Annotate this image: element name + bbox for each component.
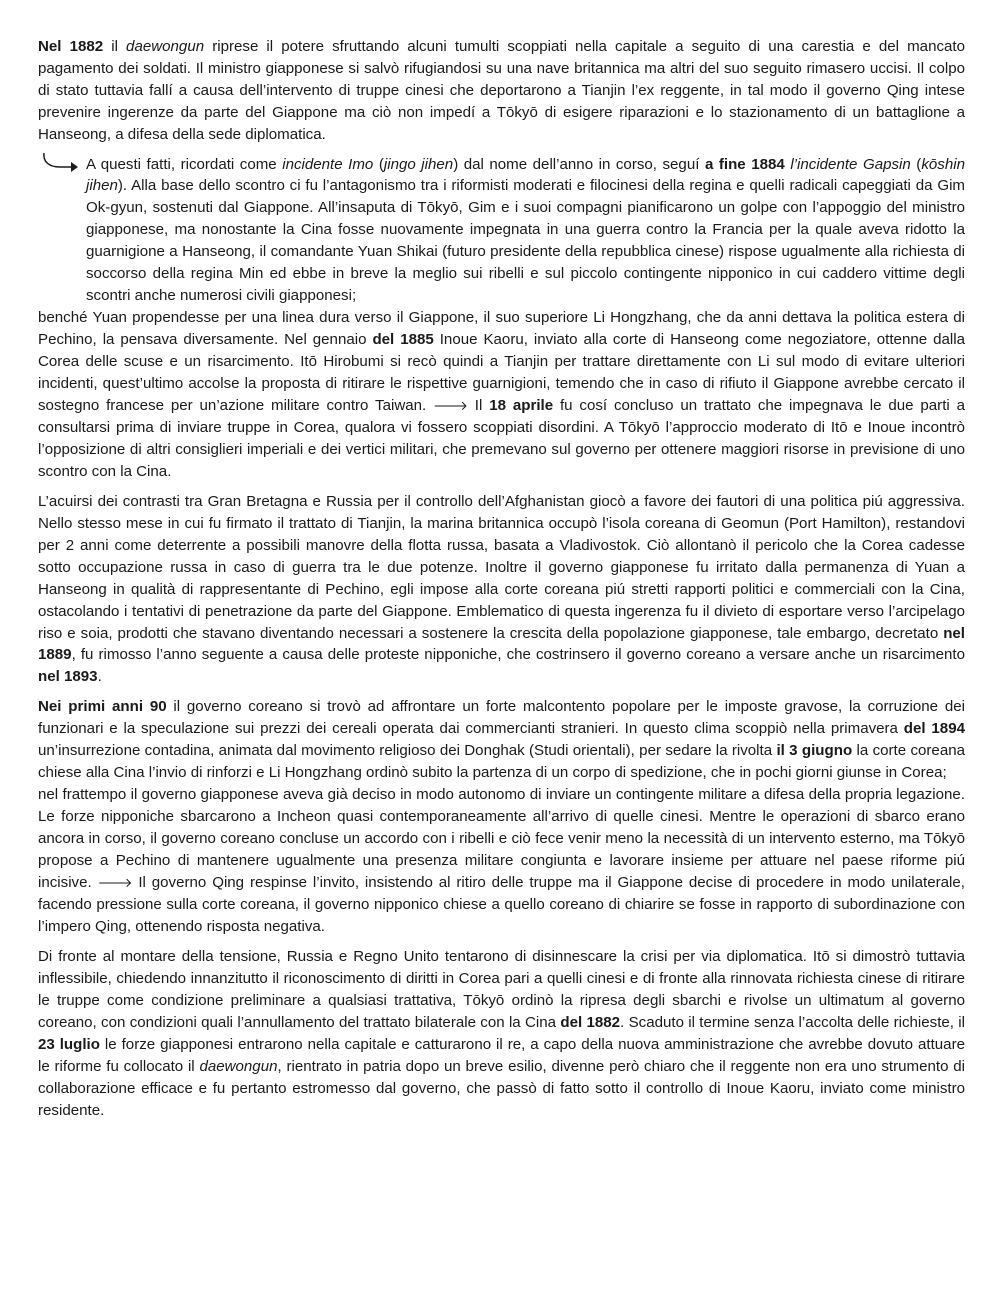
text-run: A questi fatti, ricordati come [86,155,283,173]
italic-text: daewongun [199,1057,278,1075]
paragraph-tianjin-treaty [38,307,965,483]
paragraph-donghak-revolt [38,696,965,784]
text-run: Inoue Kaoru, inviato alla corte di Hanseong come negoziatore, ottenne dalla Corea delle scuse e un risarcimento. Itō Hirobumi si recò quindi a Tianjin per trattare direttamente con Li sul modo di evitare ulteriori incidenti, quest’ultimo accolse la proposta di ritirare le rispettive guarnigioni, temendo che in caso di rifiuto il Giappone avrebbe cercato il sostegno francese per un’azione militare contro Taiwan. [38,330,965,414]
italic-text: jingo jihen [383,155,454,173]
text-run: ). Alla base dello scontro ci fu l’antagonismo tra i riformisti moderati e filocinesi della regina e quelli radicali capeggiati da Gim Ok-gyun, sostenuti dal Giappone. All’insaputa di Tōkyō, Gim e i suoi compagni pianificarono un golpe con l’appoggio del ministro giapponese, ma nonostante la Cina fosse nuovamente impegnata in una guerra contro la Francia per la quale aveva ridotto la guarnigione a Hanseong, il comandante Yuan Shikai (futuro presidente della repubblica cinese) rispose ugualmente alla richiesta di soccorso della regina Min ed ebbe in breve la meglio sui ribelli e sul piccolo contingente nipponico in cui caddero vittime degli scontri anche numerosi civili giapponesi; [86,177,965,304]
paragraph-britain-russia [38,491,965,688]
paragraph-japanese-landing [38,784,965,938]
text-run: un’insurrezione contadina, animata dal movimento religioso dei Donghak (Studi orientali), per sedare la rivolta [38,742,777,760]
italic-text: l’incidente Gapsin [790,155,911,173]
bold-text: Nel 1882 [38,38,104,55]
text-run: il governo coreano si trovò ad affrontare un forte malcontento popolare per le imposte gravose, la corruzione dei funzionari e la speculazione sui prezzi dei cereali operata dai commercianti stranieri. In questo clima scoppiò nella primavera [38,698,965,738]
curved-arrow-icon [40,151,82,175]
text-run: nel frattempo il governo giapponese aveva già deciso in modo autonomo di inviare un contingente militare a difesa della propria legazione. Le forze nipponiche sbarcarono a Incheon quasi contemporaneamente all’arrivo di quelle cinesi. Mentre le operazioni di sbarco erano ancora in corso, il governo coreano concluse un accordo con i ribelli e ciò fece venir meno la necessità di un intervento esterno, ma Tōkyō propose a Pechino di mantenere ugualmente una presenza militare congiunta e lavorare insieme per attuare nel paese riforme piú incisive. [38,785,965,891]
bold-text: nel 1893 [38,668,98,686]
text-run: le forze giapponesi entrarono nella capitale e catturarono il re, a capo della nuova amministrazione che avrebbe dovuto attuare le riforme fu collocato il [38,1035,965,1075]
text-run: Il [467,396,490,414]
text-run: Di fronte al montare della tensione, Russia e Regno Unito tentarono di disinnescare la crisi per via diplomatica. Itō si dimostrò tuttavia inflessibile, chiedendo innanzitutto il riconoscimento di diritti in Corea pari a quelli cinesi e di fronte alla rinnovata richiesta cinese di ritirare le truppe come condizione preliminare a qualsiasi trattativa, Tōkyō ordinò la ripresa degli sbarchi e rivolse un ultimatum al governo coreano, con condizioni quali l’annullamento del trattato bilaterale con la Cina [38,948,965,1031]
text-run: . Scaduto il termine senza l’accolta delle richieste, il [620,1013,965,1031]
text-run: ( [910,155,922,173]
italic-text: incidente Imo [282,155,374,173]
text-run: il [103,38,127,55]
text-run: benché Yuan propendesse per una linea dura verso il Giappone, il suo superiore Li Hongzhang, che da anni dettava la politica estera di Pechino, la pensava diversamente. Nel gennaio [38,308,965,348]
bold-text: a fine 1884 [704,155,785,173]
bold-text: del 1894 [903,720,965,738]
text-run: fu cosí concluso un trattato che impegnava le due parti a consultarsi prima di inviare truppe in Corea, qualora vi fossero scoppiati disordini. A Tōkyō l’approccio moderato di Itō e Inoue incontrò l’opposizione di altri consiglieri imperiali e dei vertici militari, che premevano sul governo per ottenere maggiori risorse in previsione di uno scontro con la Cina. [38,396,965,481]
text-run: ( [373,155,384,173]
bold-text: del 1882 [560,1013,621,1031]
italic-text: daewongun [126,38,205,55]
right-arrow-icon: 🡒 [433,398,468,414]
text-run: , rientrato in patria dopo un breve esilio, divenne però chiaro che il reggente non era uno strumento di collaborazione efficace e fu pertanto estromesso dal governo, che passò di fatto sotto il controllo di Inoue Kaoru, inviato come ministro residente. [38,1057,965,1119]
bold-text: nel 1889 [38,624,965,664]
paragraph-1882-coup [38,36,965,146]
text-run: . [97,668,102,686]
bold-text: 23 luglio [38,1035,100,1053]
bold-text: del 1885 [372,330,434,348]
bold-text: Nei primi anni 90 [38,698,167,716]
right-arrow-icon: 🡒 [97,875,133,891]
text-run: riprese il potere sfruttando alcuni tumulti scoppiati nella capitale a seguito di una carestia e del mancato pagamento dei soldati. Il ministro giapponese si salvò rifugiandosi su una nave britannica ma altri del suo seguito rimasero uccisi. Il colpo di stato tuttavia fallí a causa dell’intervento di truppe cinesi che deportarono a Tianjin l’ex reggente, in tal modo il governo Qing intese prevenire ingerenze da parte del Giappone ma ciò non impedí a Tōkyō di esigere riparazioni e lo stazionamento di un battaglione a Hanseong, a difesa della sede diplomatica. [38,38,966,143]
bold-text: 18 aprile [489,396,554,414]
paragraph-ultimatum [38,946,965,1121]
paragraph-gapsin-incident [38,154,965,307]
bold-text: il 3 giugno [776,742,853,760]
italic-text: kōshin jihen [86,155,965,195]
text-run: L’acuirsi dei contrasti tra Gran Bretagna e Russia per il controllo dell’Afghanistan giocò a favore dei fautori di una politica piú aggressiva. Nello stesso mese in cui fu firmato il trattato di Tianjin, la marina britannica occupò l’isola coreana di Geomun (Port Hamilton), restandovi per 2 anni come deterrente a possibili manovre della flotta russa, basata a Vladivostok. Ciò allontanò il pericolo che la Corea cadesse sotto occupazione russa in caso di guerra tra le due potenze. Inoltre il governo giapponese fu irritato dalla permanenza di Yuan a Hanseong in qualità di rappresentante di Pechino, egli impose alla corte coreana piú stretti rapporti politici e commerciali con la Cina, ostacolando i tentativi di penetrazione da parte del Giappone. Emblematico di questa ingerenza fu il divieto di esportare verso l’arcipelago riso e soia, prodotti che stavano diventando necessari a sostenere la crescita della popolazione giapponese, tale embargo, decretato [38,493,965,642]
document-page [38,36,965,1122]
text-run: la corte coreana chiese alla Cina l’invio di rinforzi e Li Hongzhang ordinò subito la partenza di un corpo di spedizione, che in pochi giorni giunse in Corea; [38,742,966,781]
text-run: Il governo Qing respinse l’invito, insistendo al ritiro delle truppe ma il Giappone decise di procedere in modo unilaterale, facendo pressione sulla corte coreana, il governo nipponico chiese a quello coreano di chiarire se fosse in rapporto di subordinazione con l’impero Qing, ottenendo risposta negativa. [38,873,965,936]
text-run: , fu rimosso l’anno seguente a causa delle proteste nipponiche, che costrinsero il governo coreano a versare anche un risarcimento [71,646,965,664]
text-run: ) dal nome dell’anno in corso, seguí [453,155,705,173]
